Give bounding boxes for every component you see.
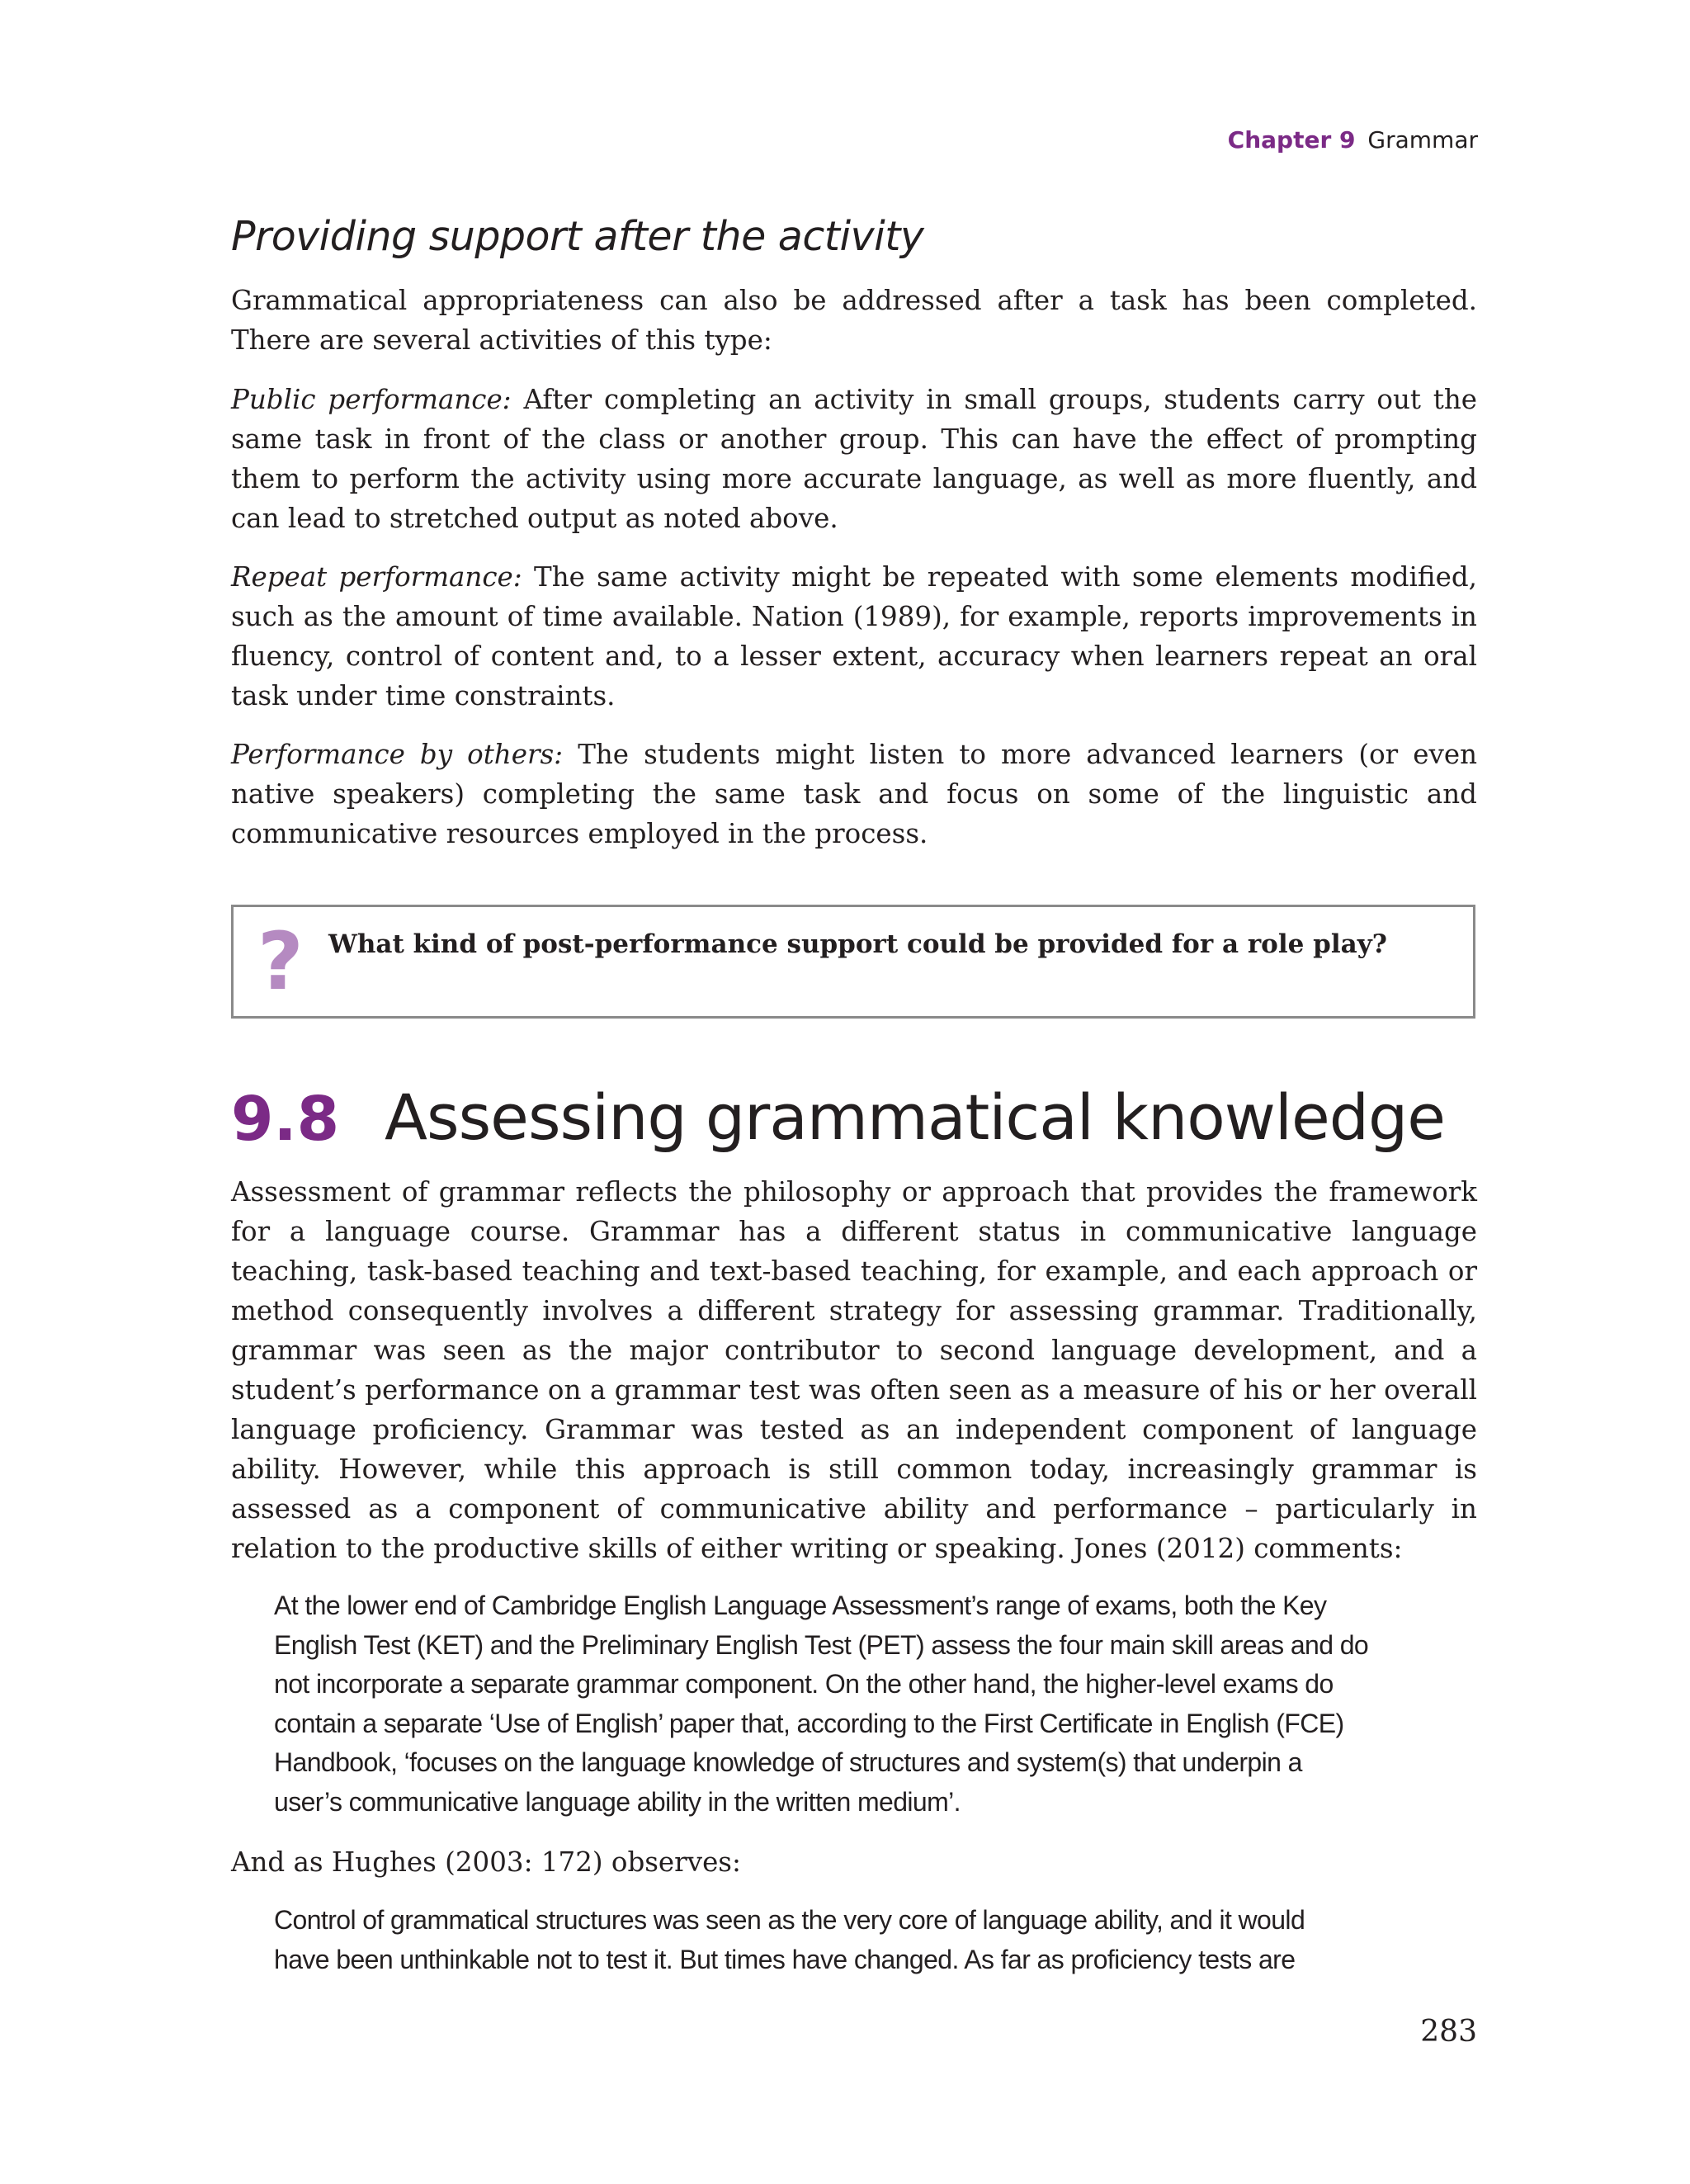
- block-quote-jones: [274, 1586, 1409, 1822]
- activity-text: After completing an activity in small groups, students carry out the same task in front of the class or another group. This can have the effect of prompting them to perform the activity using more accurate language, as well as more fluently, and can lead to stretched output as noted above.: [231, 384, 1478, 534]
- activity-lead: Repeat performance:: [231, 561, 522, 593]
- question-mark-icon: ?: [257, 915, 304, 1008]
- quote-line: not incorporate a separate grammar component. On the other hand, the higher-level exams do: [274, 1669, 1334, 1699]
- activity-others: [231, 735, 1477, 853]
- page-number: 283: [1420, 2015, 1477, 2049]
- quote-line: contain a separate ‘Use of English’ paper that, according to the First Certificate in English (FCE): [274, 1708, 1344, 1738]
- activity-repeat: [231, 557, 1477, 716]
- reflection-question-box: [231, 905, 1475, 1019]
- quote-line: user’s communicative language ability in the written medium’.: [274, 1786, 961, 1817]
- section-title: Assessing grammatical knowledge: [385, 1080, 1446, 1154]
- quote-line: At the lower end of Cambridge English Language Assessment’s range of exams, both the Key: [274, 1591, 1327, 1620]
- section-number: 9.8: [231, 1084, 340, 1155]
- quote-line: have been unthinkable not to test it. But times have changed. As far as proficiency tests are: [274, 1944, 1296, 1974]
- bridge-block: [231, 1842, 1477, 1882]
- activity-paragraph: [231, 735, 1477, 853]
- bridge-sentence: And as Hughes (2003: 172) observes:: [231, 1846, 741, 1878]
- activity-lead: Performance by others:: [231, 739, 564, 770]
- section-paragraph: Assessment of grammar reflects the philosophy or approach that provides the framework for a language course. Grammar has a different status in communicative language teaching, task-based teaching and text-based teaching, for example, and each approach or method consequently involves a different strategy for assessing grammar. Traditionally, grammar was seen as the major contributor to second language development, and a student’s performance on a grammar test was often seen as a measure of his or her overall language proficiency. Grammar was tested as an independent component of language ability. However, while this approach is still common today, increasingly grammar is assessed as a component of communicative ability and performance – particularly in relation to the productive skills of either writing or speaking. Jones (2012) comments:: [231, 1176, 1477, 1564]
- activity-public: [231, 380, 1477, 538]
- chapter-label: Chapter 9: [1227, 126, 1356, 154]
- subsection-heading: Providing support after the activity: [231, 213, 924, 260]
- activity-text: The same activity might be repeated with some elements modified, such as the amount of time available. Nation (1989), for example, reports improvements in fluency, control of content and, to a lesser extent, accuracy when learners repeat an oral task under time constraints.: [231, 561, 1477, 711]
- activity-paragraph: [231, 557, 1477, 716]
- intro-block: [231, 281, 1477, 360]
- quote-line: Control of grammatical structures was seen as the very core of language ability, and it would: [274, 1905, 1305, 1935]
- quote-line: Handbook, ‘focuses on the language knowledge of structures and system(s) that underpin a: [274, 1747, 1302, 1777]
- reflection-question: What kind of post-performance support could be provided for a role play?: [328, 929, 1387, 959]
- intro-paragraph: Grammatical appropriateness can also be addressed after a task has been completed. There are several activities of this type:: [231, 285, 1477, 356]
- activity-lead: Public performance:: [231, 384, 512, 415]
- activity-paragraph: [231, 380, 1477, 538]
- chapter-title: Grammar: [1367, 126, 1478, 154]
- running-head: [1228, 126, 1478, 154]
- section-body: [231, 1172, 1477, 1568]
- quote-line: English Test (KET) and the Preliminary English Test (PET) assess the four main skill areas and do: [274, 1629, 1369, 1660]
- activity-text: The students might listen to more advanced learners (or even native speakers) completing the same task and focus on some of the linguistic and communicative resources employed in the process.: [231, 739, 1478, 849]
- block-quote-hughes: [274, 1901, 1409, 1979]
